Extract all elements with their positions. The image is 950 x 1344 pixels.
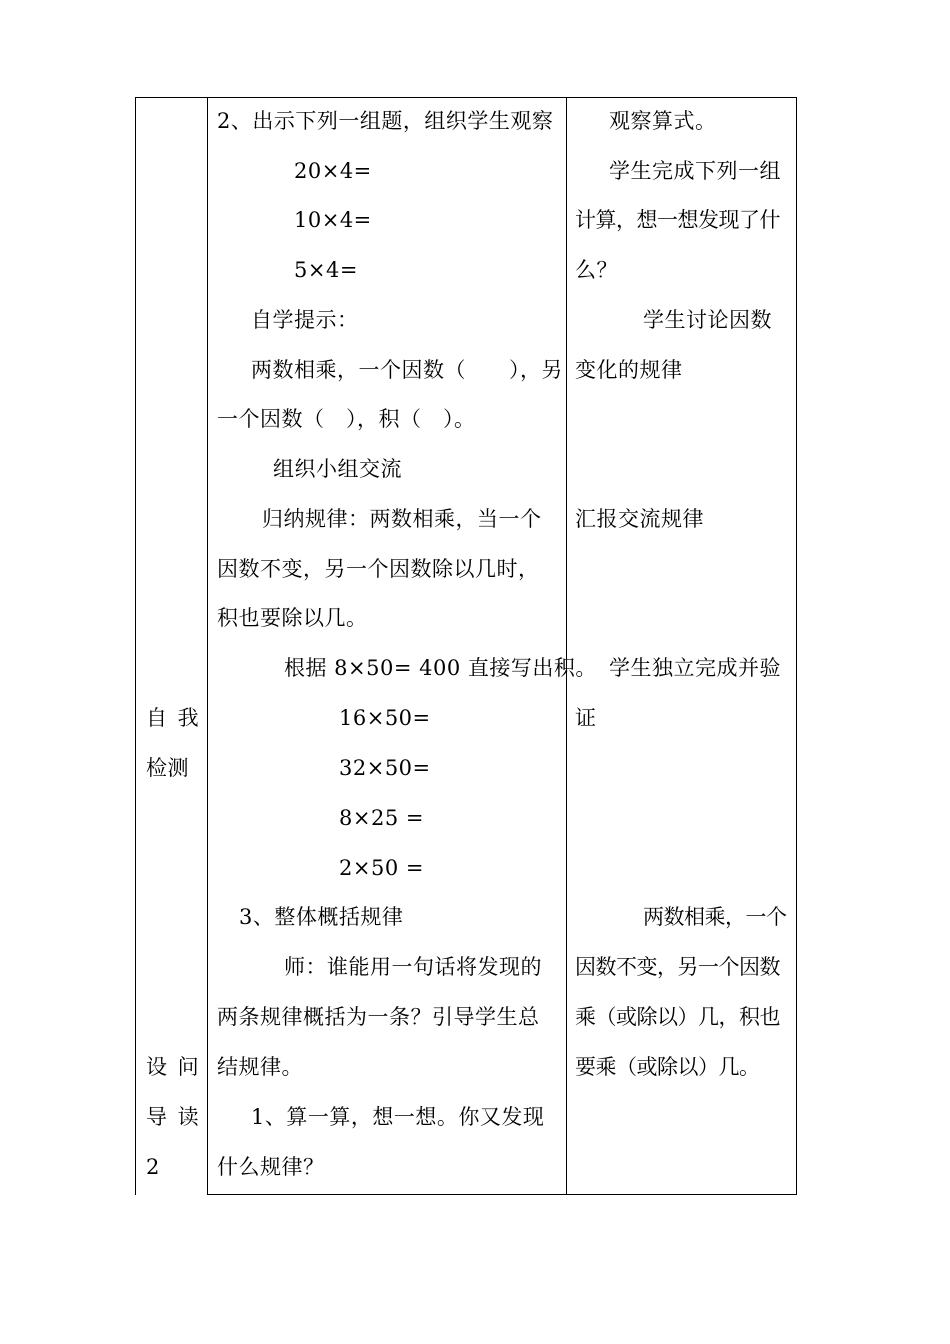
right-line: 学生讨论因数 bbox=[643, 308, 772, 332]
mid-line: 组织小组交流 bbox=[273, 457, 402, 481]
mid-line: 2×50 = bbox=[339, 856, 424, 880]
mid-line: 什么规律？ bbox=[217, 1155, 325, 1179]
mid-line: 20×4= bbox=[294, 159, 372, 183]
table-border-left bbox=[135, 97, 136, 1195]
mid-line: 3、整体概括规律 bbox=[239, 905, 404, 929]
section-label-zwjc-1: 自 我 bbox=[146, 706, 201, 730]
mid-line: 自学提示： bbox=[251, 308, 359, 332]
right-line: 计算，想一想发现了什 bbox=[575, 208, 780, 232]
right-line: 变化的规律 bbox=[575, 358, 683, 382]
mid-line: 2、出示下列一组题，组织学生观察 bbox=[217, 109, 554, 133]
mid-line: 积也要除以几。 bbox=[217, 606, 368, 630]
right-line: 两数相乘，一个 bbox=[643, 905, 787, 929]
right-line: 么？ bbox=[575, 258, 618, 282]
mid-line: 根据 8×50= 400 直接写出积。 bbox=[284, 656, 597, 680]
mid-line: 师：谁能用一句话将发现的 bbox=[284, 955, 542, 979]
mid-line: 因数不变，另一个因数除以几时， bbox=[217, 557, 540, 581]
right-line: 学生完成下列一组 bbox=[609, 159, 781, 183]
section-label-swdd-3: 2 bbox=[146, 1155, 160, 1179]
mid-line: 归纳规律：两数相乘，当一个 bbox=[262, 507, 542, 531]
right-line: 要乘（或除以）几。 bbox=[575, 1055, 760, 1079]
table-border-right bbox=[796, 97, 797, 1195]
right-line: 观察算式。 bbox=[609, 109, 717, 133]
mid-line: 结规律。 bbox=[217, 1055, 303, 1079]
mid-line: 一个因数（ ），积（ ）。 bbox=[217, 407, 476, 431]
column-divider-1 bbox=[207, 97, 208, 1195]
mid-line: 两条规律概括为一条？引导学生总 bbox=[217, 1005, 540, 1029]
mid-line: 两数相乘，一个因数（ ），另 bbox=[251, 358, 563, 382]
right-line: 学生独立完成并验 bbox=[609, 656, 781, 680]
section-label-swdd-2: 导 读 bbox=[146, 1105, 201, 1129]
table-border-top bbox=[135, 97, 797, 98]
right-line: 汇报交流规律 bbox=[575, 507, 704, 531]
right-line: 因数不变，另一个因数 bbox=[575, 955, 780, 979]
mid-line: 1、算一算，想一想。你又发现 bbox=[251, 1105, 545, 1129]
mid-line: 5×4= bbox=[294, 258, 358, 282]
section-label-swdd-1: 设 问 bbox=[146, 1055, 201, 1079]
mid-line: 10×4= bbox=[294, 208, 372, 232]
mid-line: 32×50= bbox=[339, 756, 431, 780]
mid-line: 16×50= bbox=[339, 706, 431, 730]
table-border-bottom bbox=[207, 1194, 797, 1195]
right-line: 证 bbox=[575, 706, 597, 730]
mid-line: 8×25 = bbox=[339, 806, 424, 830]
right-line: 乘（或除以）几，积也 bbox=[575, 1005, 780, 1029]
column-divider-2 bbox=[566, 97, 567, 1195]
section-label-zwjc-2: 检测 bbox=[146, 756, 189, 780]
